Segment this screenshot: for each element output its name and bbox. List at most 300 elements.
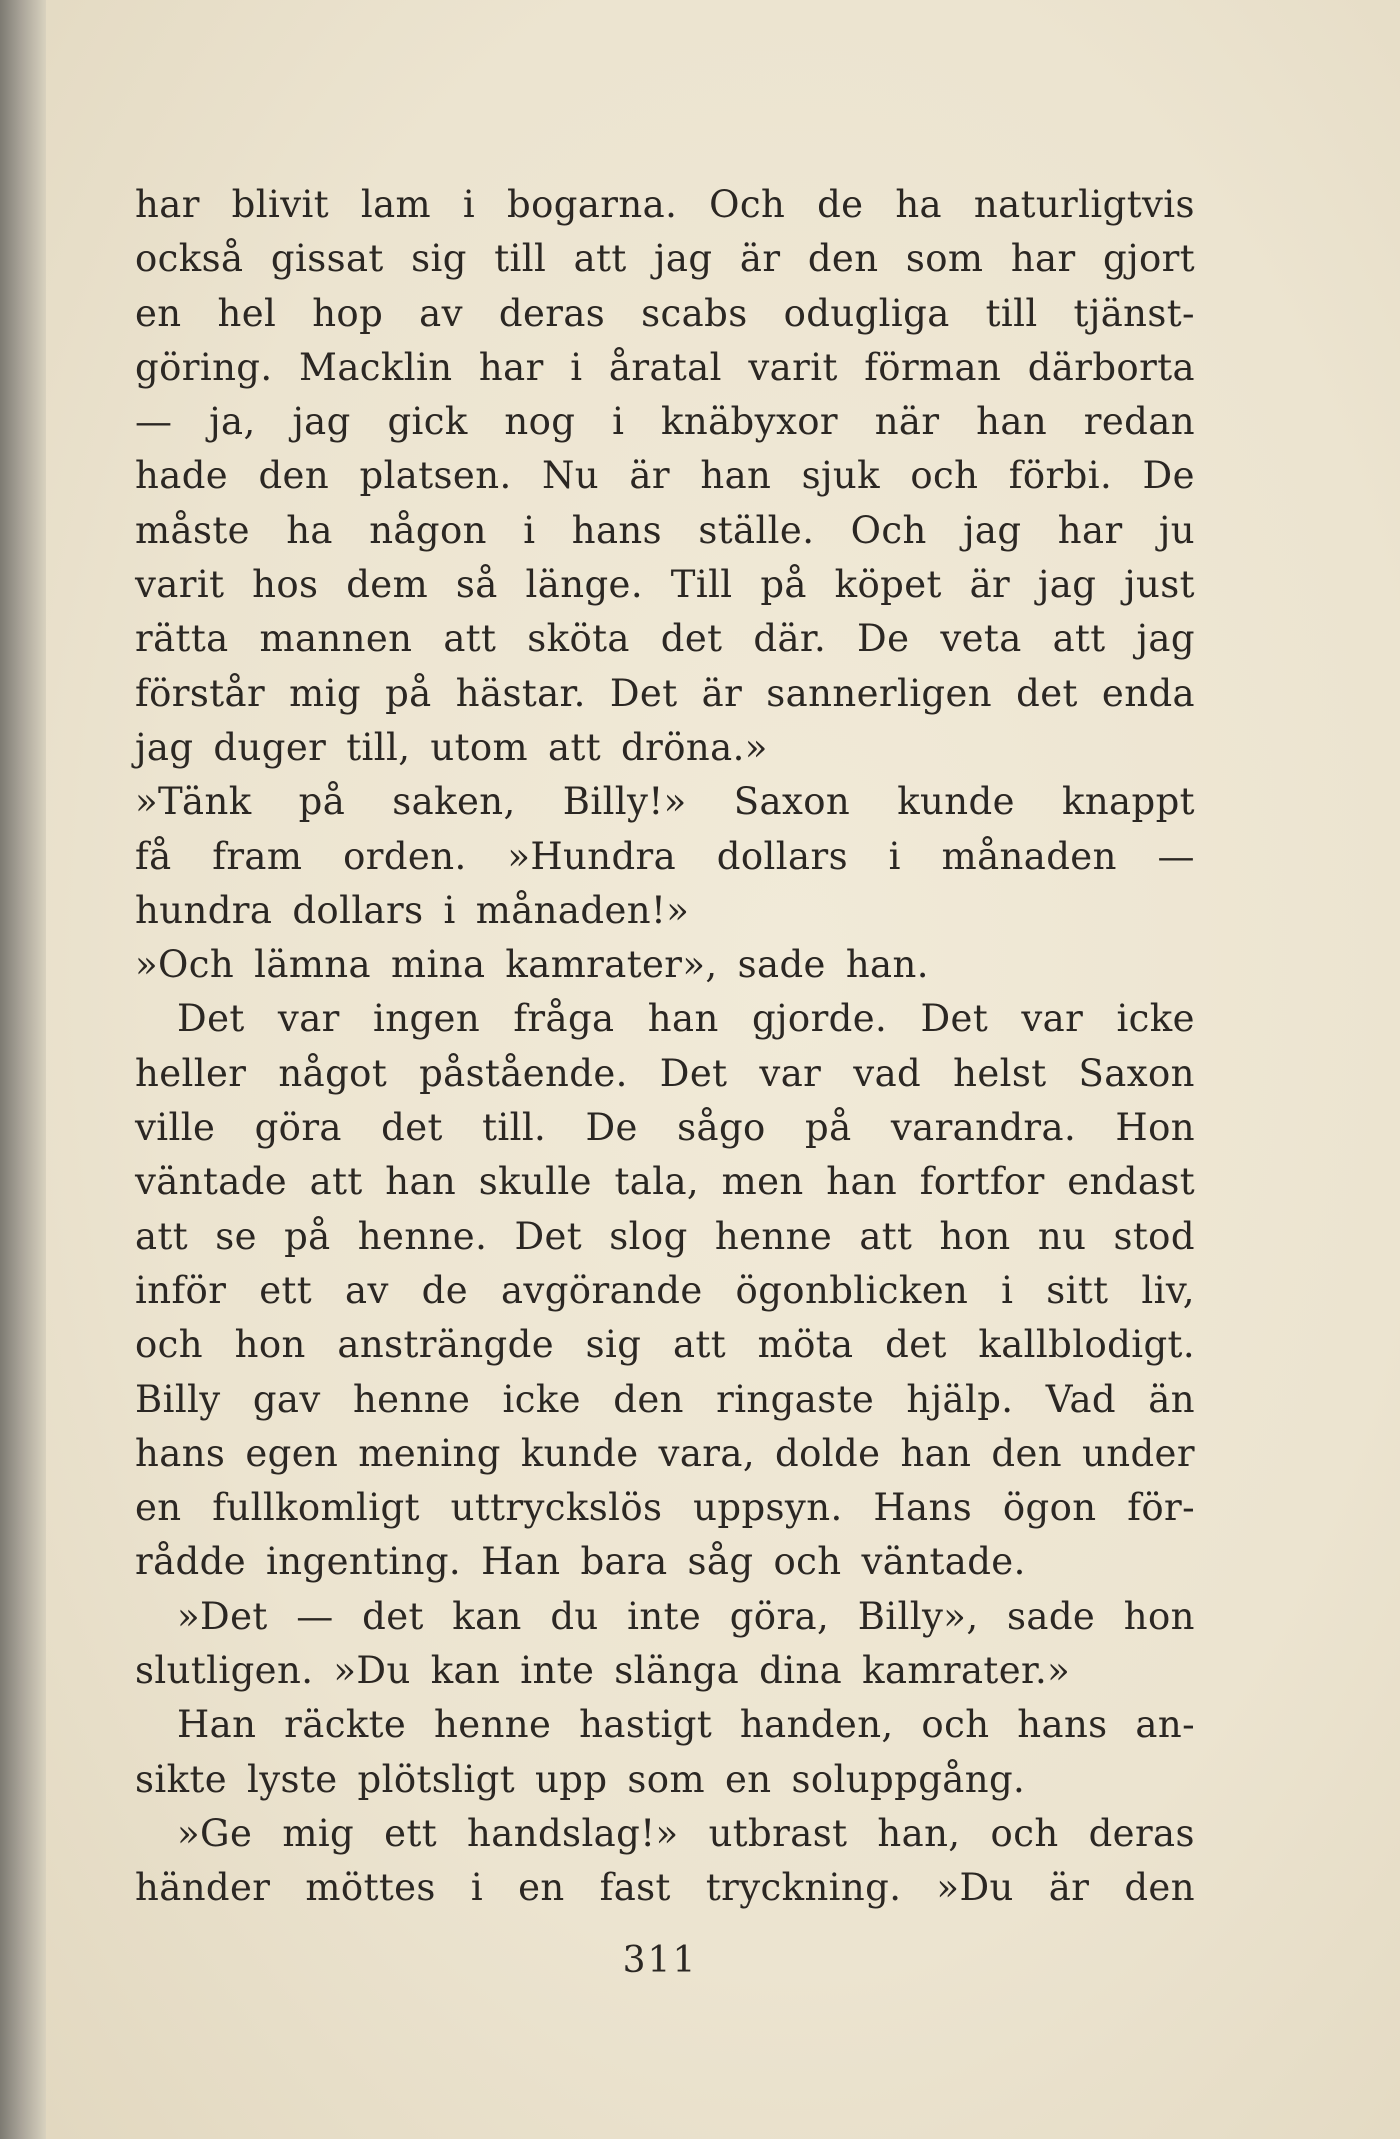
word: fast (599, 1866, 671, 1910)
word: hastigt (579, 1703, 713, 1747)
word: ja, (209, 400, 256, 444)
word: sikte (135, 1757, 228, 1801)
word: dollars (716, 834, 848, 878)
word: henne. (357, 1214, 488, 1258)
word: var (277, 997, 340, 1041)
text-line (135, 938, 1195, 992)
word: Han (481, 1540, 561, 1584)
word: »Du (936, 1866, 1014, 1910)
word: Saxon (733, 780, 851, 824)
word: tala, (614, 1160, 700, 1204)
word: Det (609, 671, 678, 715)
word: veta (940, 617, 1022, 661)
text-line (135, 395, 1195, 449)
word: till, (346, 725, 411, 769)
word: lyste (247, 1757, 338, 1801)
word: på (805, 1106, 852, 1150)
word: på (385, 671, 432, 715)
word: icke (1116, 997, 1195, 1041)
word: till (494, 237, 547, 281)
word: jag (963, 508, 1022, 552)
word: inte (520, 1649, 595, 1693)
word: lämna (254, 943, 371, 987)
word: Billy!» (562, 780, 687, 824)
word: det (362, 1594, 424, 1638)
text-line (135, 1101, 1195, 1155)
word: nog (504, 400, 576, 444)
word: länge. (525, 563, 643, 607)
word: att (859, 1214, 913, 1258)
word: i (462, 183, 476, 226)
word: knäbyxor (661, 400, 838, 444)
word: kan (430, 1649, 501, 1693)
word: jag (135, 725, 194, 769)
word: i (570, 345, 583, 389)
text-line (135, 178, 1195, 232)
word: kunde (520, 1431, 639, 1475)
word: den (807, 237, 879, 281)
word: blivit (231, 183, 329, 226)
word: handen, (739, 1703, 894, 1747)
word: en (135, 291, 182, 335)
word: naturligtvis (973, 183, 1195, 226)
word: Vad (1045, 1377, 1116, 1421)
word: lam (360, 183, 432, 226)
word: henne (434, 1703, 552, 1747)
word: odugliga (783, 291, 950, 335)
text-line (135, 1264, 1195, 1318)
word: få (135, 834, 172, 878)
word: väntade. (861, 1540, 1026, 1584)
word: har (1057, 508, 1123, 552)
text-line (135, 558, 1195, 612)
word: sannerligen (766, 671, 993, 715)
text-line (135, 1318, 1195, 1372)
text-line (135, 287, 1195, 341)
word: dina (759, 1649, 843, 1693)
word: de (421, 1268, 469, 1312)
word: uttryckslös (450, 1486, 663, 1530)
word: i (523, 508, 536, 552)
word: och (921, 1703, 990, 1747)
word: möta (757, 1323, 854, 1367)
word: ju (1158, 508, 1195, 552)
word: i (470, 1866, 484, 1910)
word: Det (920, 997, 989, 1041)
word: den (613, 1377, 684, 1421)
word: inte (627, 1594, 702, 1638)
word: påstående. (419, 1051, 628, 1095)
word: slog (609, 1214, 688, 1258)
word: se (215, 1214, 257, 1258)
word: det (660, 617, 723, 661)
word: göra (254, 1106, 342, 1150)
word: att (1052, 617, 1106, 661)
word: i (443, 888, 456, 932)
word: på (284, 1214, 331, 1258)
word: räckte (284, 1703, 407, 1747)
word: mina (391, 943, 486, 987)
word: han (976, 400, 1048, 444)
word: fullkomligt (212, 1486, 420, 1530)
word: an- (1135, 1703, 1195, 1747)
word: De (857, 617, 910, 661)
text-line (135, 884, 1195, 938)
word: varandra. (890, 1106, 1077, 1150)
word: slutligen. (135, 1649, 314, 1693)
word: sitt (1046, 1268, 1109, 1312)
text-line (135, 612, 1195, 666)
word: jag (292, 400, 351, 444)
word: gissat (270, 237, 384, 281)
word: den (991, 1431, 1062, 1475)
word: ringaste (716, 1377, 875, 1421)
word: kallblodigt. (978, 1323, 1195, 1367)
word: fråga (513, 997, 615, 1041)
word: redan (1083, 400, 1195, 444)
word: nu (1037, 1214, 1087, 1258)
word: fram (212, 834, 303, 878)
word: ingenting. (266, 1540, 462, 1584)
word: i (1001, 1268, 1014, 1312)
word: Nu (542, 454, 600, 498)
word: tjänst- (1073, 291, 1195, 335)
word: och (773, 1540, 842, 1584)
word: och (910, 454, 979, 498)
word: han (900, 1431, 972, 1475)
word: såg (687, 1540, 754, 1584)
word: varit (748, 345, 838, 389)
word: någon (369, 508, 487, 552)
word: som (627, 1757, 705, 1801)
word: dröna.» (621, 725, 768, 769)
text-line (135, 1047, 1195, 1101)
word: »Det (177, 1594, 268, 1638)
word: egen (245, 1431, 339, 1475)
word: har (478, 345, 544, 389)
word: just (1124, 563, 1195, 607)
word: därborta (1027, 345, 1195, 389)
word: under (1082, 1431, 1195, 1475)
text-line (135, 449, 1195, 503)
word: att (573, 237, 627, 281)
word: göra, (729, 1594, 830, 1638)
word: du (550, 1594, 599, 1638)
word: icke (502, 1377, 581, 1421)
word: Hon (1115, 1106, 1195, 1150)
page-number: 311 (622, 1940, 698, 1981)
word: han (700, 454, 772, 498)
word: mig (282, 1811, 355, 1855)
word: endast (1067, 1160, 1195, 1204)
word: på (760, 563, 807, 607)
word: det (381, 1106, 443, 1150)
word: fortfor (919, 1160, 1045, 1204)
word: måste (135, 508, 250, 552)
word: var (759, 1051, 822, 1095)
text-line (135, 721, 1195, 775)
word: De (585, 1106, 638, 1150)
word: orden. (343, 834, 467, 878)
word: tryckning. (705, 1866, 902, 1910)
word: gick (387, 400, 468, 444)
word: jag (1037, 563, 1097, 607)
word: mannen (259, 617, 413, 661)
word: Macklin (299, 345, 453, 389)
word: deras (498, 291, 606, 335)
word: till (985, 291, 1038, 335)
word: ville (135, 1106, 216, 1150)
word: något (278, 1051, 388, 1095)
page-binding-shadow (0, 0, 46, 2139)
word: saken, (392, 780, 516, 824)
word: när (874, 400, 940, 444)
word: sjuk (801, 454, 880, 498)
word: han (826, 1160, 898, 1204)
text-line (135, 232, 1195, 286)
word: ha (895, 183, 943, 226)
word: Hans (873, 1486, 973, 1530)
word: utbrast (708, 1811, 848, 1855)
word: och (135, 1323, 204, 1367)
word: hon (1123, 1594, 1195, 1638)
word: »Tänk (135, 780, 252, 824)
word: är (701, 671, 743, 715)
word: förman (864, 345, 1002, 389)
word: Och (850, 508, 927, 552)
word: ett (384, 1811, 438, 1855)
word: plötsligt (357, 1757, 515, 1801)
word: dollars (292, 888, 424, 932)
word: »Du (333, 1649, 411, 1693)
word: möttes (305, 1866, 436, 1910)
word: Han (177, 1703, 257, 1747)
word: hästar. (455, 671, 586, 715)
word: också (135, 237, 244, 281)
text-line (135, 775, 1195, 829)
word: som (905, 237, 984, 281)
word: är (1048, 1866, 1090, 1910)
word: att (309, 1160, 363, 1204)
word: varit (135, 563, 225, 607)
word: var (1021, 997, 1084, 1041)
word: han. (845, 943, 929, 987)
word: den (1124, 1866, 1195, 1910)
word: en (518, 1866, 565, 1910)
text-line (135, 1535, 1195, 1589)
text-line (135, 1210, 1195, 1264)
word: Saxon (1078, 1051, 1195, 1095)
text-line (135, 667, 1195, 721)
word: stod (1113, 1214, 1195, 1258)
word: jag (654, 237, 713, 281)
word: Det (177, 997, 245, 1041)
word: en (135, 1486, 182, 1530)
word: till. (482, 1106, 547, 1150)
word: det (885, 1323, 947, 1367)
word: sade (737, 943, 826, 987)
word: scabs (641, 291, 748, 335)
word: soluppgång. (791, 1757, 1026, 1801)
word: — (1157, 834, 1195, 878)
word: ha (286, 508, 333, 552)
word: där. (753, 617, 827, 661)
word: bara (580, 1540, 668, 1584)
word: Billy», (857, 1594, 979, 1638)
word: dem (346, 563, 429, 607)
word: bogarna. (507, 183, 678, 226)
word: hade (135, 454, 229, 498)
word: vara, (658, 1431, 756, 1475)
word: ögonblicken (735, 1268, 969, 1312)
word: att (443, 617, 497, 661)
word: enda (1101, 671, 1195, 715)
word: »Och (135, 943, 235, 987)
word: de (817, 183, 864, 226)
word: duger (213, 725, 327, 769)
word: sade (1007, 1594, 1096, 1638)
word: den (258, 454, 330, 498)
word: dolde (775, 1431, 881, 1475)
word: göring. (135, 345, 273, 389)
word: hel (217, 291, 277, 335)
word: henne (352, 1377, 471, 1421)
word: kan (452, 1594, 522, 1638)
word: månaden (941, 834, 1117, 878)
word: — (296, 1594, 334, 1638)
text-line (135, 1698, 1195, 1752)
word: heller (135, 1051, 247, 1095)
word: på (298, 780, 346, 824)
word: — (135, 400, 173, 444)
word: utom (430, 725, 529, 769)
word: är (969, 563, 1011, 607)
text-line (135, 830, 1195, 884)
word: att (135, 1214, 188, 1258)
word: är (629, 454, 670, 498)
word: uppsyn. (693, 1486, 843, 1530)
word: hans (1017, 1703, 1108, 1747)
word: förbi. (1008, 454, 1113, 498)
text-line (135, 1590, 1195, 1644)
word: liv, (1141, 1268, 1195, 1312)
word: händer (135, 1866, 271, 1910)
word: rätta (135, 617, 229, 661)
word: hop (312, 291, 384, 335)
word: att (672, 1323, 726, 1367)
word: skulle (478, 1160, 592, 1204)
word: Det (659, 1051, 728, 1095)
word: kunde (897, 780, 1015, 824)
word: Billy (135, 1377, 221, 1421)
body-text (135, 178, 1195, 1916)
word: upp (535, 1757, 608, 1801)
word: köpet (834, 563, 942, 607)
word: gjort (1103, 237, 1195, 281)
word: hans (135, 1431, 226, 1475)
word: kamrater», (505, 943, 718, 987)
text-line (135, 504, 1195, 558)
text-line (135, 1753, 1195, 1807)
text-line (135, 1373, 1195, 1427)
word: förstår (135, 671, 266, 715)
word: hundra (135, 888, 273, 932)
word: sågo (677, 1106, 766, 1150)
word: rådde (135, 1540, 247, 1584)
word: »Hundra (507, 834, 677, 878)
word: handslag!» (467, 1811, 679, 1855)
word: det (1016, 671, 1078, 715)
word: sig (585, 1323, 642, 1367)
word: slänga (614, 1649, 740, 1693)
text-line (135, 1481, 1195, 1535)
word: åratal (608, 345, 722, 389)
text-line (135, 992, 1195, 1046)
word: vad (853, 1051, 922, 1095)
word: har (135, 183, 200, 226)
text-line (135, 1861, 1195, 1915)
text-line (135, 1427, 1195, 1481)
word: i (612, 400, 625, 444)
word: han, (877, 1811, 961, 1855)
word: mening (358, 1431, 501, 1475)
word: ögon (1002, 1486, 1097, 1530)
word: hon (234, 1323, 306, 1367)
word: ansträngde (337, 1323, 555, 1367)
word: kamrater.» (862, 1649, 1071, 1693)
word: knappt (1062, 780, 1195, 824)
word: gjorde. (751, 997, 888, 1041)
word: helst (953, 1051, 1047, 1095)
word: väntade (135, 1160, 288, 1204)
word: ingen (373, 997, 481, 1041)
word: har (1010, 237, 1076, 281)
word: mig (289, 671, 361, 715)
word: men (721, 1160, 804, 1204)
word: Och (709, 183, 786, 226)
word: hon (939, 1214, 1011, 1258)
word: att (548, 725, 602, 769)
word: han (385, 1160, 457, 1204)
word: Till (670, 563, 733, 607)
word: Det (514, 1214, 583, 1258)
word: gav (252, 1377, 321, 1421)
word: är (739, 237, 781, 281)
text-line (135, 1155, 1195, 1209)
word: sig (411, 237, 467, 281)
word: månaden!» (475, 888, 690, 932)
word: i (888, 834, 901, 878)
word: han (647, 997, 719, 1041)
word: inför (135, 1268, 227, 1312)
word: av (419, 291, 463, 335)
word: »Ge (177, 1811, 253, 1855)
word: avgörande (500, 1268, 703, 1312)
word: sköta (527, 617, 630, 661)
text-line (135, 1644, 1195, 1698)
word: hans (571, 508, 663, 552)
word: ställe. (698, 508, 815, 552)
text-line (135, 341, 1195, 395)
word: deras (1088, 1811, 1195, 1855)
word: hos (252, 563, 319, 607)
text-line (135, 1807, 1195, 1861)
word: hjälp. (906, 1377, 1014, 1421)
word: De (1142, 454, 1195, 498)
word: jag (1136, 617, 1195, 661)
word: och (990, 1811, 1059, 1855)
word: en (724, 1757, 772, 1801)
